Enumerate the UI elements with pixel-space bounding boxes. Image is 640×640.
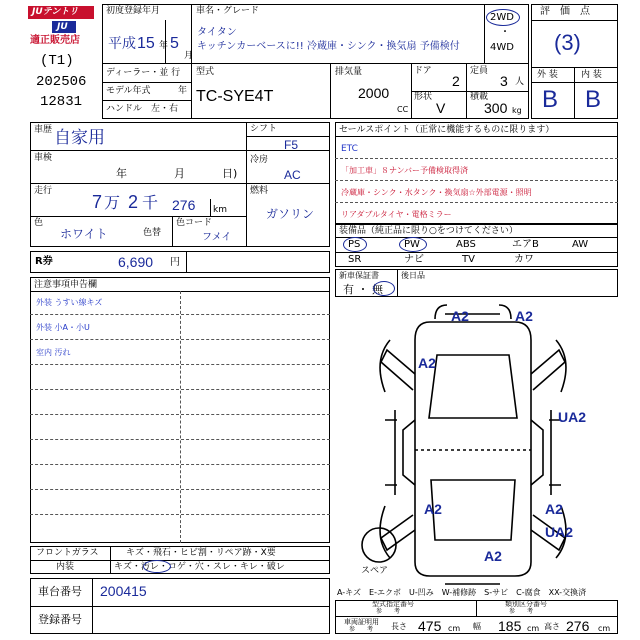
- class-number-label: 類別区分番号: [505, 600, 547, 608]
- equip-pw-circle: [399, 237, 427, 252]
- recycle-value: 6,690: [118, 254, 154, 270]
- shape-value: V: [436, 100, 446, 116]
- registration-year-unit: 年: [159, 41, 169, 51]
- divider: [30, 560, 330, 561]
- length-unit: cm: [448, 624, 461, 633]
- damage-mark: A2: [484, 548, 502, 564]
- model-year-label: モデル年式: [106, 86, 151, 96]
- color-code: フメイ: [202, 232, 232, 243]
- registration-label: 初度登録年月: [106, 6, 161, 16]
- mileage-sen: 2: [128, 192, 139, 212]
- fuel-label: 燃料: [250, 186, 269, 196]
- recycle-unit: 円: [170, 257, 180, 268]
- divider: [102, 63, 529, 64]
- mileage-rest: 276: [172, 197, 196, 213]
- capacity-value: 3: [500, 73, 508, 89]
- aftermarket-label: 後日品: [401, 271, 425, 280]
- doors-value: 2: [452, 73, 460, 89]
- interior-value: キズ・汚レ・コゲ・穴・スレ・キレ・破レ: [114, 562, 285, 572]
- equip-ps-circle: [343, 237, 367, 252]
- divider: [246, 136, 330, 137]
- cert-sub: 参 考: [349, 626, 374, 633]
- type-label: 型式: [196, 67, 215, 77]
- divider: [330, 63, 331, 119]
- divider: [165, 20, 166, 63]
- mileage-man: 7: [92, 192, 103, 212]
- note-line: [30, 364, 330, 365]
- interior-label: 内装: [56, 562, 75, 572]
- color-code-label: 色コード: [176, 218, 213, 228]
- recycle-frame: [30, 251, 330, 273]
- load-label: 積載: [470, 92, 489, 102]
- divider: [180, 291, 181, 543]
- selling-points-label: セールスポイント（正常に機能するものに限ります）: [339, 125, 555, 135]
- width-label: 幅: [473, 622, 481, 631]
- lot-number-2: 12831: [40, 94, 83, 110]
- front-glass-label: フロントガラス: [36, 548, 99, 558]
- divider: [30, 606, 330, 607]
- doors-label: ドア: [414, 66, 432, 76]
- note-line: [30, 439, 330, 440]
- sp-line: [335, 180, 618, 181]
- length-label: 長さ: [391, 622, 407, 631]
- damage-mark: UA2: [545, 524, 574, 540]
- divider: [335, 136, 618, 137]
- note-item: 外装 うすい線キズ: [36, 298, 103, 307]
- damage-diagram: [335, 300, 618, 585]
- car-outline-icon: [380, 305, 566, 584]
- equip-leather: カワ: [514, 254, 534, 265]
- capacity-label: 定員: [470, 66, 489, 76]
- handle-label: ハンドル 左・右: [106, 104, 179, 114]
- note-line: [30, 514, 330, 515]
- note-item: 外装 小A・小U: [36, 323, 90, 332]
- damage-mark: A2: [451, 308, 469, 324]
- divider: [92, 578, 93, 634]
- divider: [335, 252, 618, 253]
- lot-number-1: 202506: [36, 74, 87, 90]
- top-frame: [102, 4, 529, 119]
- warranty-value: 有 ・ 無: [343, 283, 383, 296]
- equip-pw: PW: [404, 239, 420, 250]
- selling-point: 「加工車」８ナンバー予備検取得済: [341, 166, 469, 175]
- interior-grade: B: [585, 86, 602, 113]
- divider: [186, 251, 187, 273]
- spare-label: スペア: [361, 566, 389, 576]
- divider: [110, 546, 111, 574]
- height-value: 276: [566, 618, 590, 634]
- divider: [335, 237, 618, 238]
- exterior-grade: B: [542, 86, 559, 113]
- displacement-unit: CC: [397, 105, 409, 114]
- color-value: ホワイト: [60, 227, 108, 241]
- height-label: 高さ: [544, 622, 560, 631]
- model-year-unit: 年: [178, 86, 188, 96]
- divider: [30, 216, 246, 217]
- interior-dirt-circle: [143, 560, 171, 573]
- history-value: 自家用: [54, 128, 105, 148]
- grade-label: 評 価 点: [540, 6, 590, 17]
- equip-ps: PS: [348, 239, 361, 250]
- history-label: 車歴: [34, 125, 53, 135]
- equip-navi: ナビ: [404, 254, 424, 265]
- inspection-day-unit: 日): [222, 167, 238, 180]
- inspection-year-unit: 年: [116, 167, 127, 180]
- width-value: 185: [498, 618, 522, 634]
- drive-2wd-circle: [486, 9, 520, 26]
- equip-airbag: エアB: [512, 239, 539, 250]
- warranty-label: 新車保証書: [339, 271, 379, 280]
- divider: [531, 20, 618, 21]
- equipment-label: 装備品（純正品に限り○をつけてください）: [339, 226, 518, 236]
- displacement-value: 2000: [358, 85, 390, 101]
- divider: [172, 216, 173, 247]
- divider: [246, 122, 247, 247]
- cert-label: 車両証明用: [344, 618, 379, 626]
- mileage-sen-unit: 千: [142, 193, 159, 212]
- shift-value: F5: [284, 138, 299, 152]
- registration-number-label: 登録番号: [38, 613, 82, 626]
- shift-label: シフト: [250, 124, 278, 134]
- form-number-sub: 参 考: [376, 608, 401, 615]
- divider: [466, 63, 467, 119]
- height-unit: cm: [598, 624, 611, 633]
- car-name: タイタン: [197, 27, 237, 38]
- divider: [210, 199, 211, 216]
- damage-mark: A2: [515, 308, 533, 324]
- note-item: 室内 汚れ: [36, 348, 71, 357]
- dealer-logo: [22, 4, 96, 120]
- color-label: 色: [34, 218, 44, 228]
- recycle-label: R券: [35, 256, 53, 267]
- logo-top-text: JUテントリ: [32, 7, 79, 17]
- damage-mark: A2: [545, 501, 563, 517]
- equip-tv: TV: [462, 254, 475, 265]
- logo-ju-text: JU: [57, 22, 68, 32]
- front-glass-value: キズ・飛石・ヒビ割・リペア跡・X要: [126, 548, 276, 558]
- damage-mark: A2: [418, 355, 436, 371]
- divider: [484, 4, 485, 63]
- note-line: [30, 389, 330, 390]
- notes-label: 注意事項申告欄: [34, 280, 98, 290]
- auction-code: (T1): [40, 53, 74, 69]
- drive-separator: ・: [500, 27, 510, 38]
- load-unit: kg: [512, 106, 522, 115]
- inspection-month-unit: 月: [174, 167, 185, 180]
- fuel-value: ガソリン: [266, 207, 315, 221]
- exterior-grade-label: 外 装: [537, 70, 558, 80]
- car-name-label: 車名・グレード: [196, 6, 260, 16]
- mileage-unit: km: [213, 205, 227, 215]
- shape-label: 形状: [414, 92, 433, 102]
- model-type: TC-SYE4T: [196, 88, 274, 105]
- damage-mark: A2: [424, 501, 442, 517]
- sp-line: [335, 202, 618, 203]
- chassis-number: 200415: [100, 583, 147, 599]
- displacement-label: 排気量: [335, 67, 363, 77]
- car-grade: キッチンカーベースに!! 冷蔵庫・シンク・換気扇 予備検付: [197, 41, 460, 52]
- logo-sub-text: 適正販売店: [30, 35, 80, 46]
- capacity-unit: 人: [515, 77, 525, 87]
- spare-tire-icon: [362, 528, 396, 562]
- ac-label: 冷房: [250, 155, 269, 165]
- width-unit: cm: [527, 624, 540, 633]
- divider: [191, 63, 192, 119]
- divider: [574, 67, 575, 119]
- note-line: [30, 489, 330, 490]
- mileage-label: 走行: [34, 186, 53, 196]
- selling-point: 冷蔵庫・シンク・水タンク・換気扇☆外部電源・照明: [341, 188, 532, 197]
- overall-score: (3): [554, 30, 581, 55]
- divider: [102, 100, 191, 101]
- inspection-label: 車検: [34, 153, 53, 163]
- divider: [30, 183, 330, 184]
- equip-sr: SR: [348, 254, 362, 265]
- color-change-label: 色替: [143, 228, 162, 238]
- registration-year: 15: [137, 35, 155, 52]
- equip-aw: AW: [572, 239, 589, 250]
- selling-point: リアダブルタイヤ・電格ミラー: [341, 210, 452, 219]
- note-line: [30, 339, 330, 340]
- divider: [335, 616, 618, 617]
- chassis-label: 車台番号: [38, 585, 82, 598]
- sp-line: [335, 158, 618, 159]
- mileage-man-unit: 万: [104, 193, 121, 212]
- selling-point: ETC: [341, 144, 358, 154]
- drive-2wd: 2WD: [490, 12, 514, 23]
- damage-mark: UA2: [558, 409, 587, 425]
- form-number-label: 型式指定番号: [372, 600, 414, 608]
- divider: [397, 269, 398, 297]
- equip-abs: ABS: [456, 239, 476, 250]
- registration-month: 5: [170, 35, 179, 52]
- damage-legend: A-キズ E-エクボ U-凹み W-補修跡 S-サビ C-腐食 XX-交換済: [337, 588, 587, 597]
- drive-4wd: 4WD: [490, 42, 514, 53]
- note-line: [30, 464, 330, 465]
- interior-grade-label: 内 装: [581, 70, 602, 80]
- note-line: [30, 414, 330, 415]
- divider: [476, 600, 477, 616]
- dealer-label: ディーラー・並 行: [106, 68, 181, 78]
- class-number-sub: 参 考: [509, 608, 534, 615]
- registration-month-unit: 月: [184, 51, 194, 61]
- length-value: 475: [418, 618, 442, 634]
- divider: [102, 82, 191, 83]
- registration-era: 平成: [108, 36, 136, 52]
- load-value: 300: [484, 100, 508, 116]
- note-line: [30, 314, 330, 315]
- warranty-none-circle: [373, 281, 395, 296]
- ac-value: AC: [284, 168, 301, 182]
